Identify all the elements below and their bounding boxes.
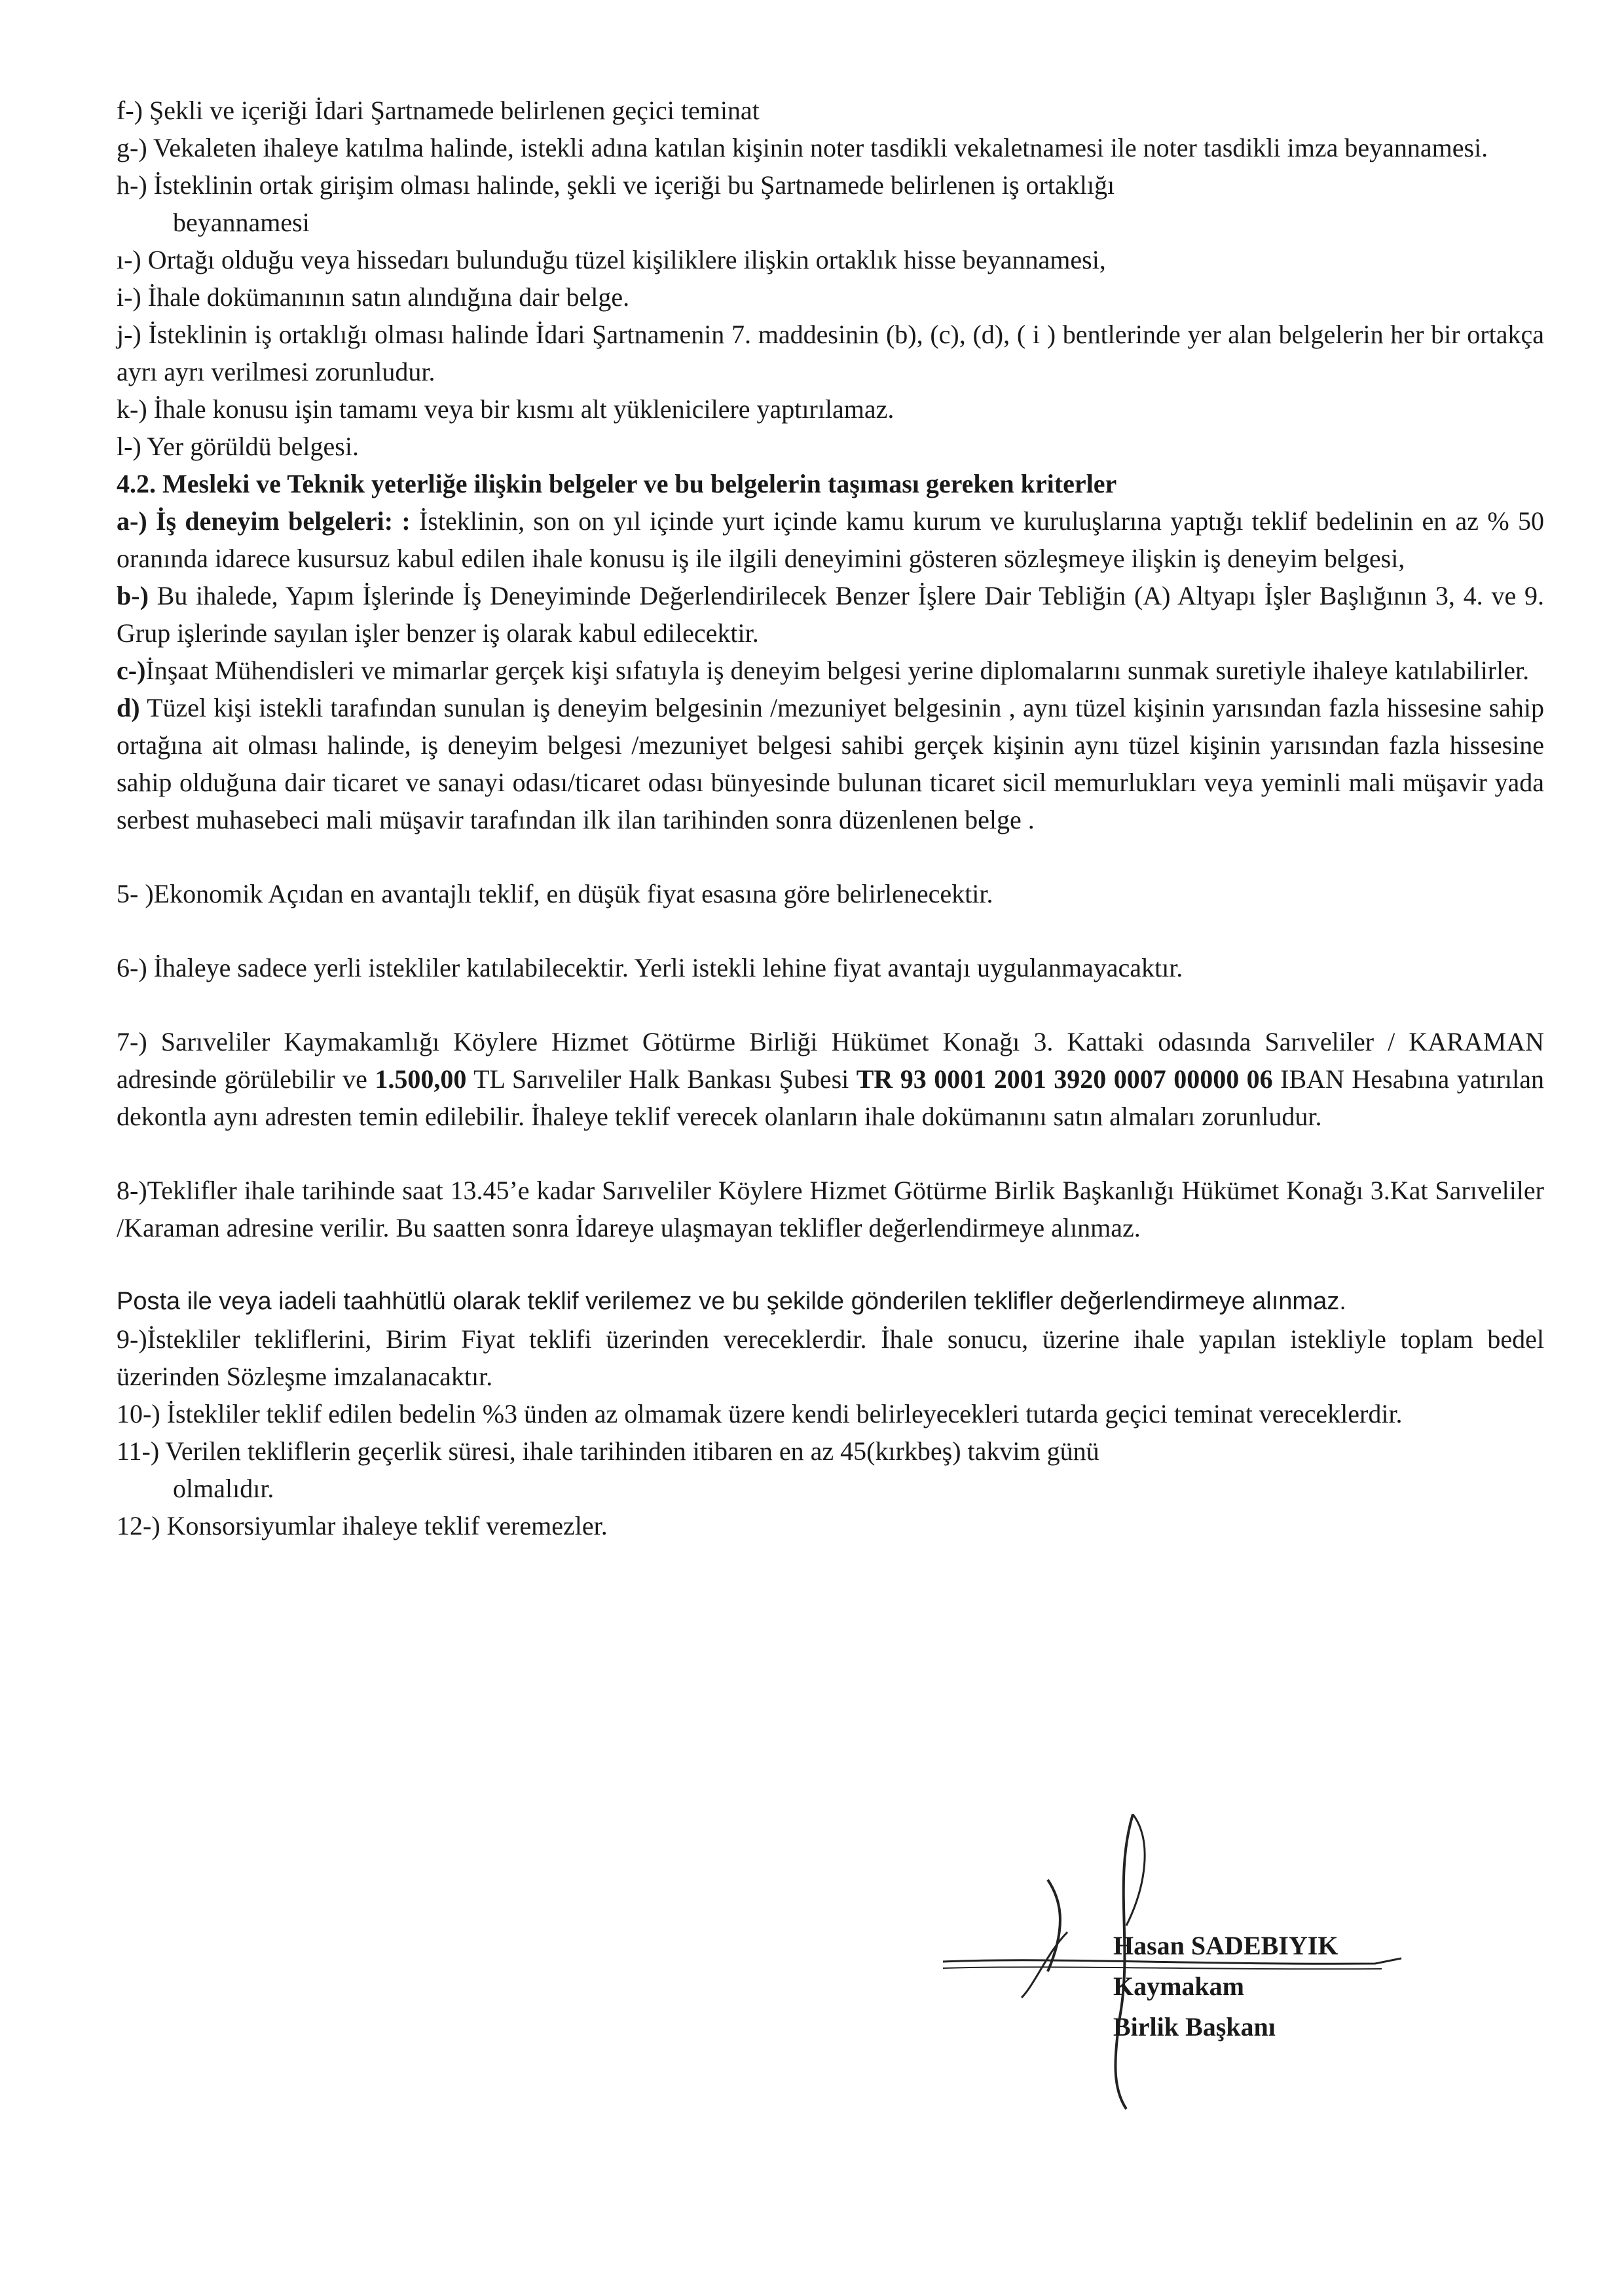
signatory-name: Hasan SADEBIYIK <box>1113 1931 1338 1960</box>
clause-9: 9-)İstekliler tekliflerini, Birim Fiyat teklifi üzerinden vereceklerdir. İhale sonucu, üzerine ihale yapılan istekliyle toplam bedel üzerinden Sözleşme imzalanacaktır. <box>117 1324 1544 1391</box>
clause-6: 6-) İhaleye sadece yerli istekliler katılabilecektir. Yerli istekli lehine fiyat avantajı uygulanmayacaktır. <box>117 953 1183 982</box>
item-k: k-) İhale konusu işin tamamı veya bir kısmı alt yüklenicilere yaptırılamaz. <box>117 394 895 424</box>
clause-5: 5- )Ekonomik Açıdan en avantajlı teklif, en düşük fiyat esasına göre belirlenecektir. <box>117 879 993 908</box>
item-h: h-) İsteklinin ortak girişim olması halinde, şekli ve içeriği bu Şartnamede belirlenen iş ortaklığı <box>117 170 1115 200</box>
item-h-cont: beyannamesi <box>173 208 310 237</box>
clause-7: 7-) Sarıveliler Kaymakamlığı Köylere Hizmet Götürme Birliği Hükümet Konağı 3. Kattaki odasında Sarıveliler / KARAMAN adresinde görülebilir ve 1.500,00 TL Sarıveliler Halk Bankası Şubesi TR 93 0001 2001 3920 0007 00000 06 IBAN Hesabına yatırılan dekontla aynı adresten temin edilebilir. İhaleye teklif verecek olanların ihale dokümanını satın almaları zorunludur. <box>117 1027 1544 1131</box>
item-j: j-) İsteklinin iş ortaklığı olması halinde İdari Şartnamenin 7. maddesinin (b), (c), (d), ( i ) bentlerinde yer alan belgelerin her bir ortakça ayrı ayrı verilmesi zorunludur. <box>117 320 1544 386</box>
section-heading: 4.2. Mesleki ve Teknik yeterliğe ilişkin belgeler ve bu belgelerin taşıması gereken kriterler <box>117 469 1117 498</box>
item-i: i-) İhale dokümanının satın alındığına dair belge. <box>117 282 630 312</box>
clause-11: 11-) Verilen tekliflerin geçerlik süresi, ihale tarihinden itibaren en az 45(kırkbeş) takvim günü <box>117 1436 1099 1466</box>
item-g: g-) Vekaleten ihaleye katılma halinde, istekli adına katılan kişinin noter tasdikli vekaletnamesi ile noter tasdikli imza beyannamesi. <box>117 133 1488 162</box>
clause-8: 8-)Teklifler ihale tarihinde saat 13.45’e kadar Sarıveliler Köylere Hizmet Götürme Birlik Başkanlığı Hükümet Konağı 3.Kat Sarıveliler /Karaman adresine verilir. Bu saatten sonra İdareye ulaşmayan teklifler değerlendirmeye alınmaz. <box>117 1176 1544 1242</box>
signature-block <box>917 1886 1441 2148</box>
section-item-d: d) Tüzel kişi istekli tarafından sunulan iş deneyim belgesinin /mezuniyet belgesinin , aynı tüzel kişinin yarısından fazla hissesine sahip ortağına ait olması halinde, iş deneyim belgesi /mezuniyet belgesi sahibi gerçek kişinin aynı tüzel kişinin yarısından fazla hissesine sahip olduğuna dair ticaret ve sanayi odası/ticaret odası bünyesinde bulunan ticaret sicil memurlukları veya yeminli mali müşavir yada serbest muhasebeci mali müşavir tarafından ilk ilan tarihinden sonra düzenlenen belge . <box>117 693 1544 834</box>
clause-10: 10-) İstekliler teklif edilen bedelin %3 ünden az olmamak üzere kendi belirleyecekleri tutarda geçici teminat vereceklerdir. <box>117 1399 1403 1428</box>
item-l: l-) Yer görüldü belgesi. <box>117 432 359 461</box>
clause-12: 12-) Konsorsiyumlar ihaleye teklif veremezler. <box>117 1511 608 1540</box>
signatory-title: Kaymakam <box>1113 1971 1244 2001</box>
signatory-role: Birlik Başkanı <box>1113 2012 1276 2042</box>
posta-note: Posta ile veya iadeli taahhütlü olarak teklif verilemez ve bu şekilde gönderilen teklifler değerlendirmeye alınmaz. <box>117 1288 1346 1315</box>
clause-11-cont: olmalıdır. <box>173 1474 274 1503</box>
section-item-c: c-)İnşaat Mühendisleri ve mimarlar gerçek kişi sıfatıyla iş deneyim belgesi yerine diplomalarını sunmak suretiyle ihaleye katılabilirler. <box>117 656 1530 685</box>
item-f: f-) Şekli ve içeriği İdari Şartnamede belirlenen geçici teminat <box>117 96 760 125</box>
document-body <box>117 92 1544 1544</box>
section-item-b: b-) Bu ihalede, Yapım İşlerinde İş Deneyiminde Değerlendirilecek Benzer İşlere Dair Tebliğin (A) Altyapı İşler Başlığının 3, 4. ve 9. Grup işlerinde sayılan işler benzer iş olarak kabul edilecektir. <box>117 581 1544 648</box>
section-item-a: a-) İş deneyim belgeleri: : İsteklinin, son on yıl içinde yurt içinde kamu kurum ve kuruluşlarına yaptığı teklif bedelinin en az % 50 oranında idarece kusursuz kabul edilen ihale konusu iş ile ilgili deneyimini gösteren sözleşmeye ilişkin iş deneyim belgesi, <box>117 506 1544 573</box>
item-dotless-i: ı-) Ortağı olduğu veya hissedarı bulunduğu tüzel kişiliklere ilişkin ortaklık hisse beyannamesi, <box>117 245 1106 274</box>
